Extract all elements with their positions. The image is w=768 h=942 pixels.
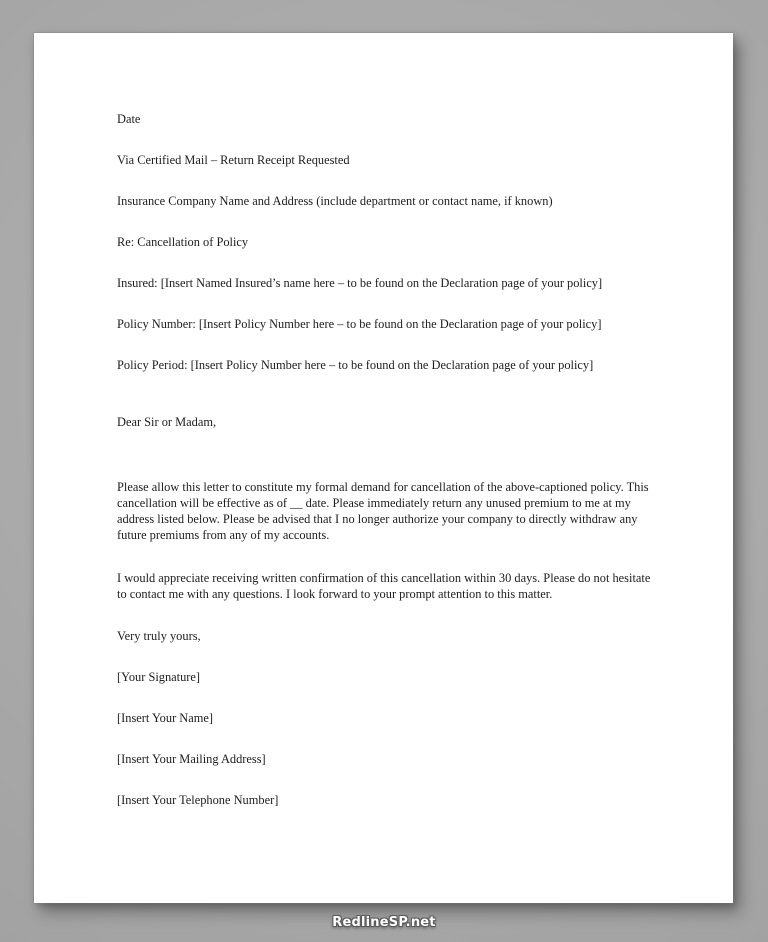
- insured-line: Insured: [Insert Named Insured’s name here – to be found on the Declaration page of your policy]: [117, 276, 603, 290]
- sender-address-placeholder: [Insert Your Mailing Address]: [117, 752, 266, 766]
- spacer-before-salutation: [117, 398, 662, 414]
- spacer-before-body: [117, 455, 662, 479]
- watermark-bar: [0, 903, 768, 942]
- delivery-method-line: Via Certified Mail – Return Receipt Requested: [117, 153, 350, 167]
- recipient-address-line: Insurance Company Name and Address (include department or contact name, if known): [117, 194, 553, 208]
- letter-content: [117, 111, 662, 808]
- closing-line: Very truly yours,: [117, 629, 201, 643]
- policy-number-line: Policy Number: [Insert Policy Number here – to be found on the Declaration page of your policy]: [117, 317, 602, 331]
- policy-period-line: Policy Period: [Insert Policy Number here – to be found on the Declaration page of your policy]: [117, 358, 594, 372]
- date-line: Date: [117, 112, 141, 126]
- letter-header-block: [117, 111, 662, 373]
- spacer-before-closing: [117, 602, 662, 628]
- site-watermark: RedlineSP.net: [332, 915, 436, 930]
- document-page: [34, 33, 733, 903]
- body-paragraph-2: I would appreciate receiving written confirmation of this cancellation within 30 days. Please do not hesitate to contact me with any questions. I look forward to your prompt attention to this matter.: [117, 571, 651, 601]
- sender-phone-placeholder: [Insert Your Telephone Number]: [117, 793, 279, 807]
- salutation: Dear Sir or Madam,: [117, 415, 217, 429]
- signature-placeholder: [Your Signature]: [117, 670, 201, 684]
- body-paragraph-1: Please allow this letter to constitute my formal demand for cancellation of the above-captioned policy. This cancellation will be effective as of __ date. Please immediately return any unused premium to me at my address listed below. Please be advised that I no longer authorize your company to directly withdraw any future premiums from any of my accounts.: [117, 480, 649, 542]
- subject-line: Re: Cancellation of Policy: [117, 235, 249, 249]
- sender-name-placeholder: [Insert Your Name]: [117, 711, 214, 725]
- spacer-between-paragraphs: [117, 543, 662, 570]
